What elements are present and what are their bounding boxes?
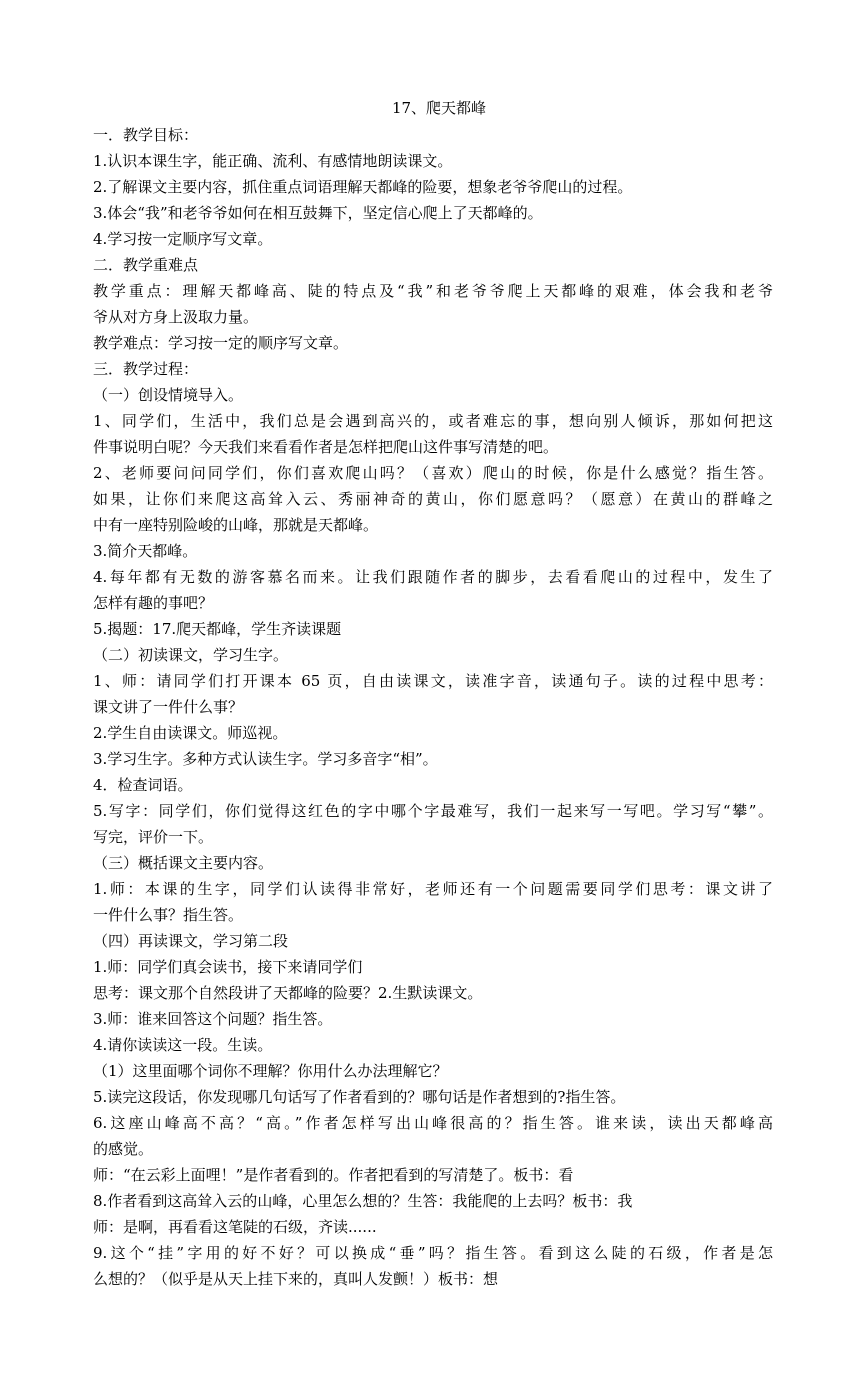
- text-line: 思考：课文那个自然段讲了天都峰的险要？2.生默读课文。: [93, 984, 483, 1002]
- text-line: 5.写字：同学们，你们觉得这红色的字中哪个字最难写，我们一起来写一写吧。学习写“攀”。: [93, 802, 773, 820]
- text-line: 4.请你读读这一段。生读。: [93, 1036, 273, 1054]
- text-line: （一）创设情境导入。: [93, 386, 244, 404]
- text-line: 中有一座特别险峻的山峰，那就是天都峰。: [93, 516, 379, 534]
- text-line: 一．教学目标：: [93, 126, 199, 144]
- text-line: 5.揭题：17.爬天都峰，学生齐读课题: [93, 620, 342, 638]
- text-line: 怎样有趣的事吧？: [93, 594, 214, 612]
- text-line: （四）再读课文，学习第二段: [93, 932, 289, 950]
- text-line: 1、师：请同学们打开课本 65 页，自由读课文，读准字音，读通句子。读的过程中思考：: [93, 672, 773, 690]
- text-line: 爷从对方身上汲取力量。: [93, 308, 259, 326]
- text-line: 如果，让你们来爬这高耸入云、秀丽神奇的黄山，你们愿意吗？（愿意）在黄山的群峰之: [93, 490, 773, 508]
- text-line: 1.师：同学们真会读书，接下来请同学们: [93, 958, 363, 976]
- text-line: （二）初读课文，学习生字。: [93, 646, 289, 664]
- text-line: 4.每年都有无数的游客慕名而来。让我们跟随作者的脚步，去看看爬山的过程中，发生了: [93, 568, 773, 586]
- text-line: 2、老师要问问同学们，你们喜欢爬山吗？（喜欢）爬山的时候，你是什么感觉？指生答。: [93, 464, 773, 482]
- text-line: 2.了解课文主要内容，抓住重点词语理解天都峰的险要，想象老爷爷爬山的过程。: [93, 178, 633, 196]
- text-line: 6.这座山峰高不高？“高。”作者怎样写出山峰很高的？指生答。谁来读，读出天都峰高: [93, 1114, 773, 1132]
- text-line: 件事说明白呢？今天我们来看看作者是怎样把爬山这件事写清楚的吧。: [93, 438, 559, 456]
- text-line: 一件什么事？指生答。: [93, 906, 244, 924]
- document-title: 17、爬天都峰: [391, 99, 487, 117]
- text-line: 师：是啊，再看看这笔陡的石级，齐读......: [93, 1218, 377, 1236]
- text-line: 3.简介天都峰。: [93, 542, 198, 560]
- text-line: 5.读完这段话，你发现哪几句话写了作者看到的？哪句话是作者想到的?指生答。: [93, 1088, 626, 1106]
- text-line: 么想的？（似乎是从天上挂下来的，真叫人发颤！）板书：想: [93, 1270, 499, 1288]
- text-line: 写完，评价一下。: [93, 828, 214, 846]
- document-lines: [93, 122, 773, 1292]
- text-line: 4．检查词语。: [93, 776, 193, 794]
- text-line: 3.师：谁来回答这个问题？指生答。: [93, 1010, 333, 1028]
- text-line: 8.作者看到这高耸入云的山峰，心里怎么想的？生答：我能爬的上去吗？板书：我: [93, 1192, 633, 1210]
- text-line: 1、同学们，生活中，我们总是会遇到高兴的，或者难忘的事，想向别人倾诉，那如何把这: [93, 412, 773, 430]
- text-line: 三．教学过程：: [93, 360, 199, 378]
- document-body: [93, 96, 773, 1292]
- text-line: 1.认识本课生字，能正确、流利、有感情地朗读课文。: [93, 152, 453, 170]
- text-line: 课文讲了一件什么事？: [93, 698, 244, 716]
- text-line: 1.师：本课的生字，同学们认读得非常好，老师还有一个问题需要同学们思考：课文讲了: [93, 880, 773, 898]
- text-line: 9.这个“挂”字用的好不好？可以换成“垂”吗？指生答。看到这么陡的石级，作者是怎: [93, 1244, 773, 1262]
- text-line: 教学难点：学习按一定的顺序写文章。: [93, 334, 349, 352]
- text-line: 师：“在云彩上面哩！”是作者看到的。作者把看到的写清楚了。板书：看: [93, 1166, 574, 1184]
- text-line: （三）概括课文主要内容。: [93, 854, 274, 872]
- text-line: 4.学习按一定顺序写文章。: [93, 230, 273, 248]
- text-line: 二．教学重难点: [93, 256, 199, 274]
- text-line: 3.体会“我”和老爷爷如何在相互鼓舞下，坚定信心爬上了天都峰的。: [93, 204, 543, 222]
- text-line: （1）这里面哪个词你不理解？你用什么办法理解它？: [93, 1062, 448, 1080]
- text-line: 的感觉。: [93, 1140, 154, 1158]
- text-line: 3.学习生字。多种方式认读生字。学习多音字“相”。: [93, 750, 438, 768]
- text-line: 2.学生自由读课文。师巡视。: [93, 724, 288, 742]
- text-line: 教学重点：理解天都峰高、陡的特点及“我”和老爷爷爬上天都峰的艰难，体会我和老爷: [93, 282, 773, 300]
